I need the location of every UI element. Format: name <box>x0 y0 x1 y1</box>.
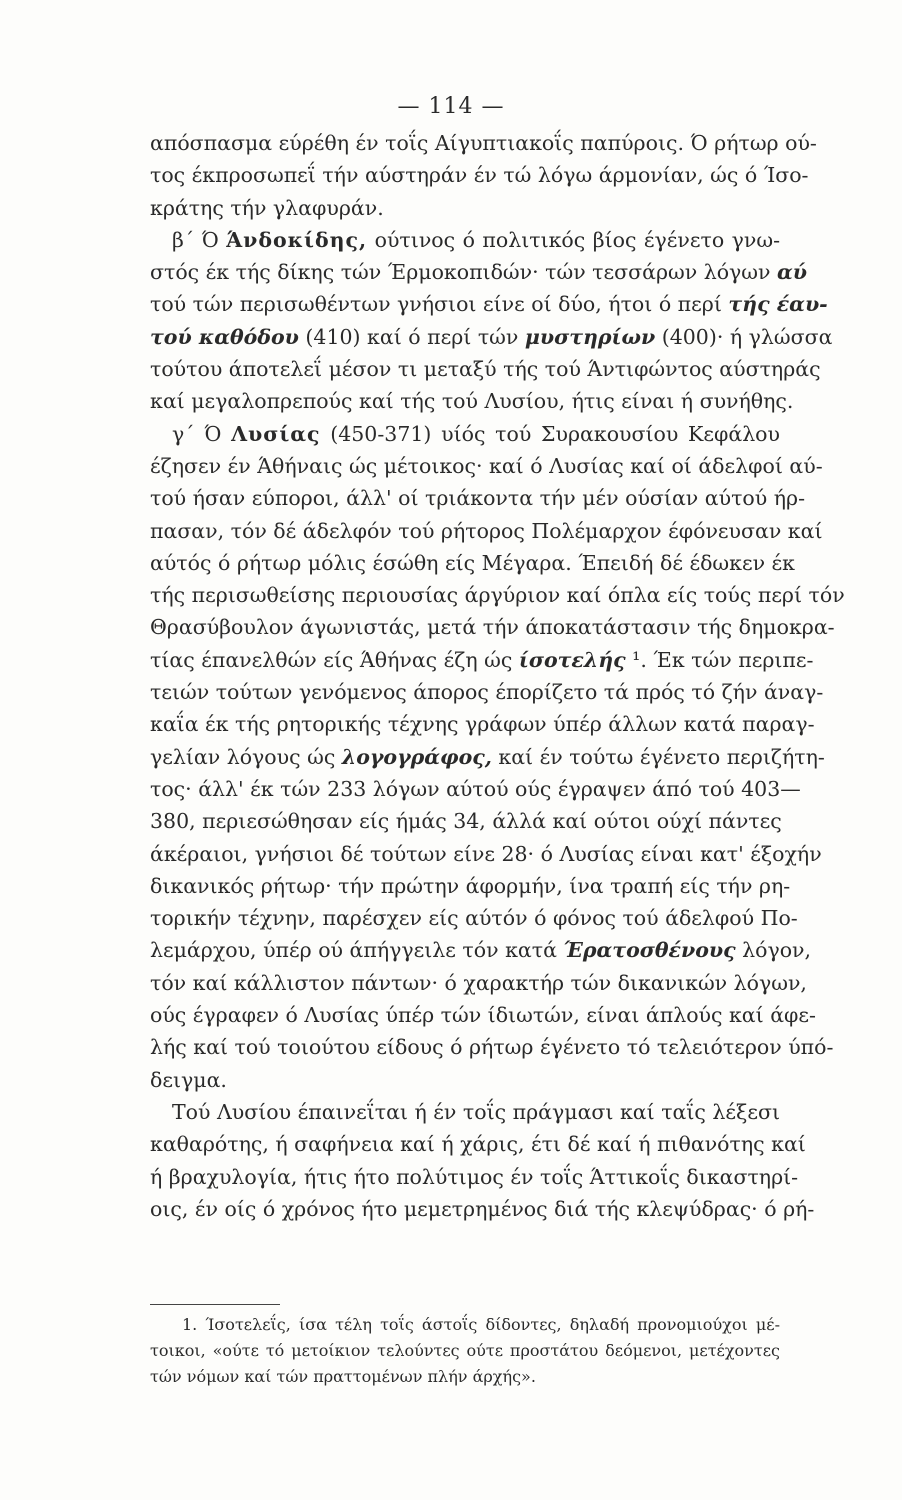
text-segment: λεμάρχου, ύπέρ ού άπήγγειλε τόν κατά <box>150 938 564 963</box>
text-line: τούτου άποτελεΐ μέσον τι μεταξύ τής τού Άντιφώντος αύστηράς <box>150 357 821 382</box>
text-line: Θρασύβουλον άγωνιστάς, μετά τήν άποκατάστασιν τής δημοκρα- <box>150 615 835 640</box>
text-line: απόσπασμα εύρέθη έν τοΐς Αίγυπτιακοΐς παπύροις. Ό ρήτωρ ού- <box>150 131 817 155</box>
text-line <box>150 321 833 353</box>
text-line: 380, περιεσώθησαν είς ήμάς 34, άλλά καί ούτοι ούχί πάντες <box>150 809 782 834</box>
footnote <box>150 1312 780 1390</box>
text-line: λής καί τού τοιούτου είδους ό ρήτωρ έγένετο τό τελειότερον ύπό- <box>150 1035 834 1060</box>
text-line <box>150 644 814 676</box>
emphasis-text: αύ <box>777 260 807 285</box>
emphasis-text: μυστηρίων <box>524 324 656 349</box>
text-line: καί μεγαλοπρεπούς καί τής τού Λυσίου, ήτις είναι ή συνήθης. <box>150 389 794 414</box>
footnote-line: 1. Ίσοτελεΐς, ίσα τέλη τοΐς άστοΐς δίδοντες, δηλαδή προνομιούχοι μέ- <box>182 1315 780 1334</box>
text-segment: (400)· ή γλώσσα <box>655 324 833 349</box>
section-lead-name: Άνδοκίδης, <box>226 227 368 252</box>
text-line: άκέραιοι, γνήσιοι δέ τούτων είνε 28· ό Λυσίας είναι κατ' έξοχήν <box>150 841 822 866</box>
text-line: τού ήσαν εύποροι, άλλ' οί τριάκοντα τήν μέν ούσίαν αύτού ήρ- <box>150 486 805 511</box>
text-line: καθαρότης, ή σαφήνεια καί ή χάρις, έτι δέ καί ή πιθανότης καί <box>150 1132 806 1157</box>
text-line: αύτός ό ρήτωρ μόλις έσώθη είς Μέγαρα. Έπειδή δέ έδωκεν έκ <box>150 550 795 575</box>
footnote-line: τοικοι, «ούτε τό μετοίκιον τελούντες ούτε προστάτου δεόμενοι, μετέχοντες <box>150 1341 780 1360</box>
page-number: — 114 — <box>397 94 505 119</box>
text-segment: ¹. Έκ τών περιπε- <box>625 647 814 672</box>
text-line: ή βραχυλογία, ήτις ήτο πολύτιμος έν τοΐς Άττικοΐς δικαστηρί- <box>150 1164 799 1189</box>
text-line: τής περισωθείσης περιουσίας άργύριον καί όπλα είς τούς περί τόν <box>150 583 845 608</box>
text-segment: στός έκ τής δίκης τών Έρμοκοπιδών· τών τεσσάρων λόγων <box>150 260 777 285</box>
text-line <box>150 934 812 966</box>
text-line <box>150 256 807 288</box>
text-segment: (450-371) υίός τού Συρακουσίου Κεφάλου <box>320 421 780 446</box>
text-line: τος έκπροσωπεΐ τήν αύστηράν έν τώ λόγω άρμονίαν, ώς ό Ίσο- <box>150 163 809 188</box>
text-line: τος· άλλ' έκ τών 233 λόγων αύτού ούς έγραψεν άπό τού 403— <box>150 776 801 801</box>
emphasis-text: τής έαυ- <box>728 292 828 317</box>
text-segment: ούτινος ό πολιτικός βίος έγένετο γνω- <box>367 227 780 252</box>
footnote-line: τών νόμων καί τών πραττομένων πλήν άρχής». <box>150 1367 536 1386</box>
text-line: κράτης τήν γλαφυράν. <box>150 195 384 220</box>
text-line: καΐα έκ τής ρητορικής τέχνης γράφων ύπέρ άλλων κατά παραγ- <box>150 712 815 737</box>
text-segment: τού τών περισωθέντων γνήσιοι είνε οί δύο, ήτοι ό περί <box>150 292 729 317</box>
text-segment: γ΄ Ό <box>172 421 232 446</box>
text-segment: β΄ Ό <box>172 227 227 252</box>
text-segment: λόγον, <box>735 938 812 963</box>
text-segment: γελίαν λόγους ώς <box>150 744 342 769</box>
emphasis-text: τού καθόδου <box>150 324 299 349</box>
text-line: τορικήν τέχνην, παρέσχεν είς αύτόν ό φόνος τού άδελφού Πο- <box>150 906 798 931</box>
body-text <box>150 127 845 1225</box>
emphasis-text: λογογράφος, <box>341 744 492 769</box>
text-line <box>150 224 780 256</box>
text-line: Τού Λυσίου έπαινεΐται ή έν τοΐς πράγμασι καί ταΐς λέξεσι <box>172 1099 780 1124</box>
emphasis-text: Έρατοσθένους <box>563 938 736 963</box>
text-segment: καί έν τούτω έγένετο περιζήτη- <box>491 744 825 769</box>
text-line: έζησεν έν Άθήναις ώς μέτοικος· καί ό Λυσίας καί οί άδελφοί αύ- <box>150 453 823 478</box>
text-segment: τίας έπανελθών είς Άθήνας έζη ώς <box>150 647 519 672</box>
section-lead-name: Λυσίας <box>231 421 321 446</box>
text-line: δειγμα. <box>150 1067 227 1092</box>
text-line: ούς έγραφεν ό Λυσίας ύπέρ τών ίδιωτών, είναι άπλούς καί άφε- <box>150 1003 816 1028</box>
text-line: τόν καί κάλλιστον πάντων· ό χαρακτήρ τών δικανικών λόγων, <box>150 970 807 995</box>
text-segment: (410) καί ό περί τών <box>298 324 525 349</box>
text-line: οις, έν οίς ό χρόνος ήτο μεμετρημένος διά τής κλεψύδρας· ό ρή- <box>150 1196 815 1221</box>
text-line <box>150 741 825 773</box>
text-line: πασαν, τόν δέ άδελφόν τού ρήτορος Πολέμαρχον έφόνευσαν καί <box>150 518 823 543</box>
text-line: δικανικός ρήτωρ· τήν πρώτην άφορμήν, ίνα τραπή είς τήν ρη- <box>150 873 791 898</box>
text-line: τειών τούτων γενόμενος άπορος έπορίζετο τά πρός τό ζήν άναγ- <box>150 680 824 705</box>
footnote-rule <box>150 1304 280 1305</box>
text-line <box>150 288 828 320</box>
text-line <box>150 418 780 450</box>
emphasis-text: ίσοτελής <box>518 647 626 672</box>
